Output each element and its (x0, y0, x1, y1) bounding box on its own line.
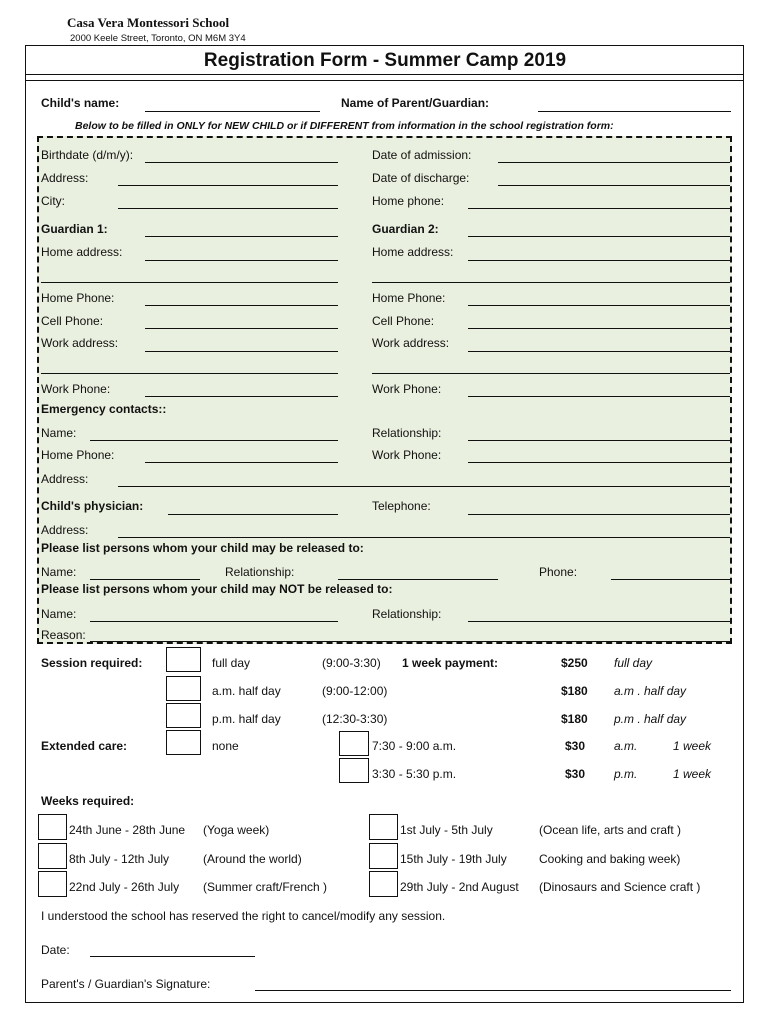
form-title: Registration Form - Summer Camp 2019 (203, 50, 567, 71)
em-relationship-label: Relationship: (372, 426, 442, 440)
session-am-checkbox[interactable] (166, 676, 201, 701)
school-address: 2000 Keele Street, Toronto, ON M6M 3Y4 (70, 33, 246, 44)
em-address-field[interactable] (118, 486, 730, 487)
work-address2-field[interactable] (468, 351, 730, 352)
rel-phone-field[interactable] (611, 579, 730, 580)
work-phone2-label: Work Phone: (372, 382, 442, 396)
cell-phone1-label: Cell Phone: (41, 314, 104, 328)
week-dates: 8th July - 12th July (69, 852, 170, 866)
school-name: Casa Vera Montessori School (67, 15, 230, 30)
work-address1-field-line2[interactable] (41, 373, 338, 374)
session-time: (9:00-12:00) (322, 684, 388, 698)
session-desc: a.m . half day (614, 684, 687, 698)
extended-none-checkbox[interactable] (166, 730, 201, 755)
week-theme: (Ocean life, arts and craft ) (539, 823, 682, 837)
week-theme: Cooking and baking week) (539, 852, 681, 866)
date-admission-field[interactable] (498, 162, 730, 163)
emergency-heading: Emergency contacts:: (41, 402, 167, 416)
session-desc: p.m . half day (614, 712, 687, 726)
nrel-relationship-label: Relationship: (372, 607, 442, 621)
week-checkbox[interactable] (369, 843, 398, 869)
released-heading: Please list persons whom your child may be released to: (41, 541, 364, 555)
payment-label: 1 week payment: (402, 656, 499, 670)
instruction-text: Below to be filled in ONLY for NEW CHILD or if DIFFERENT from information in the school registration form: (75, 120, 614, 132)
extended-time: 3:30 - 5:30 p.m. (372, 767, 457, 781)
extended-time: 7:30 - 9:00 a.m. (372, 739, 457, 753)
city-label: City: (41, 194, 65, 208)
address-field[interactable] (118, 185, 338, 186)
extended-pm-checkbox[interactable] (339, 758, 369, 783)
rel-phone-label: Phone: (539, 565, 578, 579)
home-phone1-field[interactable] (145, 305, 338, 306)
extended-am-checkbox[interactable] (339, 731, 369, 756)
week-dates: 29th July - 2nd August (400, 880, 519, 894)
session-name: a.m. half day (212, 684, 281, 698)
nrel-name-field[interactable] (90, 621, 338, 622)
session-label: Session required: (41, 656, 143, 670)
week-checkbox[interactable] (38, 843, 67, 869)
week-dates: 22nd July - 26th July (69, 880, 180, 894)
rel-relationship-label: Relationship: (225, 565, 295, 579)
child-name-label: Child's name: (41, 96, 120, 110)
home-phone2-field[interactable] (468, 305, 730, 306)
guardian2-label: Guardian 2: (372, 222, 439, 236)
physician-field[interactable] (168, 514, 338, 515)
extended-duration: 1 week (673, 739, 712, 753)
em-relationship-field[interactable] (468, 440, 730, 441)
home-address2-field-line2[interactable] (372, 282, 730, 283)
em-name-field[interactable] (90, 440, 338, 441)
title-divider (25, 74, 744, 75)
em-work-phone-field[interactable] (468, 462, 730, 463)
telephone-label: Telephone: (372, 499, 431, 513)
extended-none-label: none (212, 739, 239, 753)
extended-price: $30 (565, 739, 586, 753)
parent-name-label: Name of Parent/Guardian: (341, 96, 490, 110)
home-address1-label: Home address: (41, 245, 123, 259)
session-name: p.m. half day (212, 712, 281, 726)
em-home-phone-field[interactable] (145, 462, 338, 463)
extended-label: Extended care: (41, 739, 128, 753)
session-fullday-checkbox[interactable] (166, 647, 201, 672)
work-address1-label: Work address: (41, 336, 119, 350)
rel-name-label: Name: (41, 565, 77, 579)
child-name-field[interactable] (145, 111, 320, 112)
home-phone-field[interactable] (468, 208, 730, 209)
em-work-phone-label: Work Phone: (372, 448, 442, 462)
date-field[interactable] (90, 956, 255, 957)
cell-phone1-field[interactable] (145, 328, 338, 329)
date-label: Date: (41, 943, 70, 957)
nrel-relationship-field[interactable] (468, 621, 730, 622)
phys-address-field[interactable] (118, 537, 730, 538)
session-price: $180 (561, 712, 588, 726)
session-desc: full day (614, 656, 653, 670)
cell-phone2-label: Cell Phone: (372, 314, 435, 328)
extended-period: p.m. (614, 767, 638, 781)
reason-label: Reason: (41, 628, 86, 642)
understood-text: I understood the school has reserved the right to cancel/modify any session. (41, 909, 446, 923)
birthdate-field[interactable] (145, 162, 338, 163)
signature-label: Parent's / Guardian's Signature: (41, 977, 211, 991)
session-time: (12:30-3:30) (322, 712, 388, 726)
extended-period: a.m. (614, 739, 638, 753)
em-address-label: Address: (41, 472, 89, 486)
signature-field[interactable] (255, 990, 731, 991)
date-admission-label: Date of admission: (372, 148, 472, 162)
home-phone2-label: Home Phone: (372, 291, 446, 305)
title-divider-2 (25, 80, 744, 81)
phys-address-label: Address: (41, 523, 89, 537)
session-pm-checkbox[interactable] (166, 703, 201, 728)
physician-label: Child's physician: (41, 499, 144, 513)
telephone-field[interactable] (468, 514, 730, 515)
guardian1-label: Guardian 1: (41, 222, 108, 236)
guardian1-field[interactable] (145, 236, 338, 237)
work-address1-field[interactable] (145, 351, 338, 352)
address-label: Address: (41, 171, 89, 185)
birthdate-label: Birthdate (d/m/y): (41, 148, 134, 162)
em-name-label: Name: (41, 426, 77, 440)
date-discharge-field[interactable] (498, 185, 730, 186)
work-phone2-field[interactable] (468, 396, 730, 397)
nrel-name-label: Name: (41, 607, 77, 621)
week-dates: 15th July - 19th July (400, 852, 507, 866)
week-theme: (Summer craft/French ) (203, 880, 328, 894)
work-address2-label: Work address: (372, 336, 450, 350)
home-address2-field[interactable] (468, 260, 730, 261)
parent-name-field[interactable] (538, 111, 731, 112)
home-phone-label: Home phone: (372, 194, 445, 208)
week-checkbox[interactable] (369, 814, 398, 840)
extended-price: $30 (565, 767, 586, 781)
week-theme: (Yoga week) (203, 823, 270, 837)
work-phone1-label: Work Phone: (41, 382, 111, 396)
session-price: $180 (561, 684, 588, 698)
reason-field[interactable] (90, 641, 730, 642)
weeks-label: Weeks required: (41, 794, 135, 808)
work-phone1-field[interactable] (145, 396, 338, 397)
session-price: $250 (561, 656, 588, 670)
session-name: full day (212, 656, 251, 670)
guardian2-field[interactable] (468, 236, 730, 237)
em-home-phone-label: Home Phone: (41, 448, 115, 462)
home-address2-label: Home address: (372, 245, 454, 259)
home-phone1-label: Home Phone: (41, 291, 115, 305)
week-theme: (Dinosaurs and Science craft ) (539, 880, 701, 894)
week-checkbox[interactable] (38, 871, 67, 897)
week-checkbox[interactable] (369, 871, 398, 897)
date-discharge-label: Date of discharge: (372, 171, 470, 185)
rel-relationship-field[interactable] (338, 579, 498, 580)
home-address1-field[interactable] (145, 260, 338, 261)
week-theme: (Around the world) (203, 852, 302, 866)
week-dates: 24th June - 28th June (69, 823, 186, 837)
week-checkbox[interactable] (38, 814, 67, 840)
cell-phone2-field[interactable] (468, 328, 730, 329)
not-released-heading: Please list persons whom your child may NOT be released to: (41, 582, 393, 596)
work-address2-field-line2[interactable] (372, 373, 730, 374)
extended-duration: 1 week (673, 767, 712, 781)
rel-name-field[interactable] (90, 579, 200, 580)
session-time: (9:00-3:30) (322, 656, 381, 670)
city-field[interactable] (118, 208, 338, 209)
week-dates: 1st July - 5th July (400, 823, 493, 837)
home-address1-field-line2[interactable] (41, 282, 338, 283)
